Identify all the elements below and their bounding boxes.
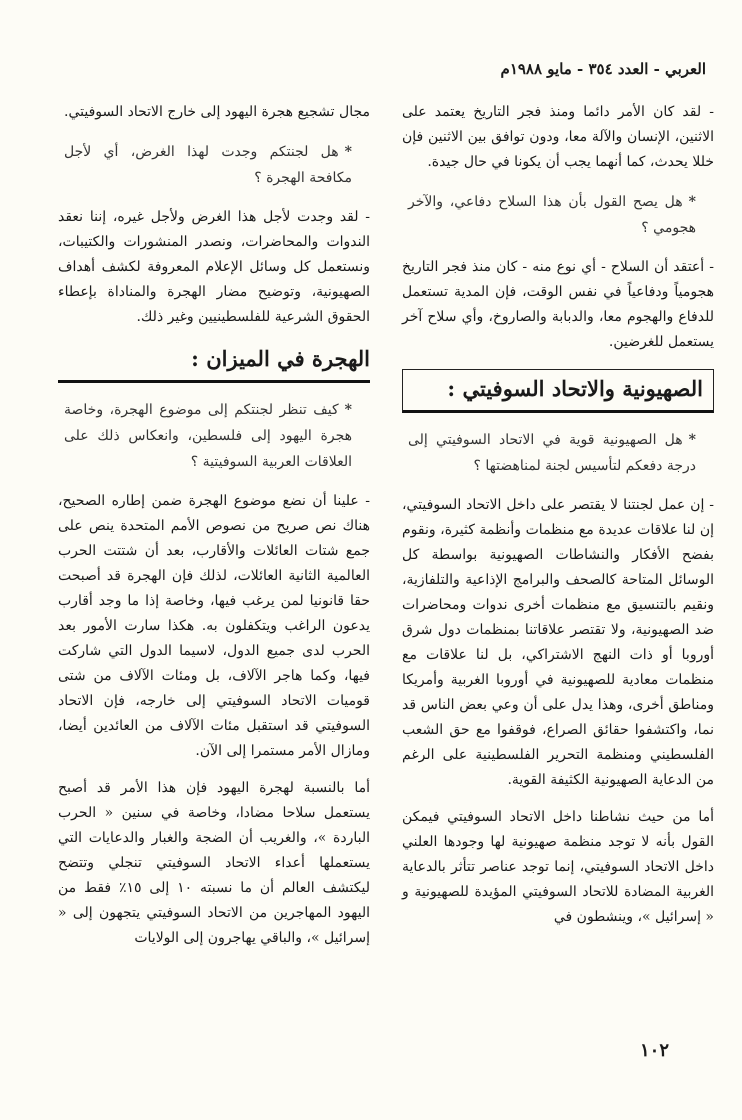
question-text: هل الصهيونية قوية في الاتحاد السوفيتي إلى درجة دفعكم لتأسيس لجنة لمناهضتها ؟ bbox=[408, 432, 696, 474]
answer-paragraph: - علينا أن نضع موضوع الهجرة ضمن إطاره الصحيح، هناك نص صريح من نصوص الأمم المتحدة ينص على جمع شتات العائلات والأقارب، بعد أن شتتت الحرب العالمية الثانية العائلات، لذلك فإن الهجرة قد أصبحت حقا قانونيا لمن يرغب فيها، وخاصة إذا ما وجد أقارب يدعون الراغب ويتكفلون به. هكذا سارت الأمور بعد الحرب لدى جميع الدول، لاسيما الدول التي شاركت فيها، وكما هاجر الآلاف، بل ومئات الآلاف من شتى قوميات الاتحاد السوفيتي إلى خارجه، فإن الاتحاد السوفيتي قد استقبل مئات الآلاف من العائدين أيضا، ومازال الأمر مستمرا إلى الآن. bbox=[58, 493, 370, 759]
body-paragraph: مجال تشجيع هجرة اليهود إلى خارج الاتحاد السوفيتي. bbox=[64, 104, 370, 120]
left-column bbox=[58, 100, 370, 963]
running-header bbox=[36, 60, 706, 88]
asterisk-icon: * bbox=[344, 402, 352, 418]
asterisk-icon: * bbox=[344, 144, 352, 160]
right-column bbox=[402, 100, 714, 942]
asterisk-icon: * bbox=[688, 432, 696, 448]
interview-question bbox=[64, 397, 352, 475]
answer-paragraph: - لقد وجدت لأجل هذا الغرض ولأجل غيره، إننا نعقد الندوات والمحاضرات، ونصدر المنشورات والكتيبات، ونستعمل كل وسائل الإعلام المعروفة لكشف أهداف الصهيونية، وتوضيح مضار الهجرة والمناداة بإعطاء الحقوق الشرعية للفلسطينيين وغير ذلك. bbox=[58, 209, 370, 325]
section-heading-zionism-ussr: الصهيونية والاتحاد السوفيتي : bbox=[402, 369, 714, 413]
body-paragraph: أما بالنسبة لهجرة اليهود فإن هذا الأمر قد أصبح يستعمل سلاحا مضادا، وخاصة في سنين « الحرب الباردة »، والغريب أن الضجة والغبار والدعايات التي يستعملها أعداء الاتحاد السوفيتي تنجلي وتتضح ليكتشف العالم أن ما نسبته ١٠ إلى ١٥٪ فقط من اليهود المهاجرين من الاتحاد السوفيتي يتجهون إلى « إسرائيل »، والباقي يهاجرون إلى الولايات bbox=[58, 780, 371, 946]
asterisk-icon: * bbox=[688, 194, 696, 210]
page-number: ١٠٢ bbox=[640, 1040, 670, 1061]
running-title: العربي - العدد ٣٥٤ - مايو ١٩٨٨م bbox=[500, 60, 706, 78]
answer-paragraph: - إن عمل لجنتنا لا يقتصر على داخل الاتحاد السوفيتي، إن لنا علاقات عديدة مع منظمات وأنظمة كثيرة، ونقوم بفضح الأفكار والنشاطات الصهيونية بواسطة كل الوسائل المتاحة كالصحف والبرامج الإذاعية والتلفازية، ونقيم بالتنسيق مع منظمات أخرى ندوات ومحاضرات ضد الصهيونية، ولا تقتصر علاقاتنا بمنظمات دول شرق أوروبا أو ذات النهج الاشتراكي، بل لنا علاقات مع منظمات معادية للصهيونية في أوروبا الغربية وأمريكا ومناطق أخرى، وهذا يدل على أن وعي بعض الناس قد نما، واكتشفوا حقائق الصراع، فوقفوا مع حق الشعب الفلسطيني ومنظمة التحرير الفلسطينية على الرغم من الدعاية الصهيونية الكثيفة القوية. bbox=[402, 497, 714, 788]
question-text: كيف تنظر لجنتكم إلى موضوع الهجرة، وخاصة هجرة اليهود إلى فلسطين، وانعكاس ذلك على العلاقات العربية السوفيتية ؟ bbox=[64, 402, 352, 470]
body-paragraph: أما من حيث نشاطنا داخل الاتحاد السوفيتي فيمكن القول بأنه لا توجد منظمة صهيونية لها وجودها العلني داخل الاتحاد السوفيتي، إنما توجد عناصر تتأثر بالدعاية الغربية المضادة للاتحاد السوفيتي المؤيدة للصهيونية و « إسرائيل »، وينشطون في bbox=[402, 809, 714, 925]
question-text: هل لجنتكم وجدت لهذا الغرض، أي لأجل مكافحة الهجرة ؟ bbox=[64, 144, 352, 186]
answer-paragraph: - لقد كان الأمر دائما ومنذ فجر التاريخ يعتمد على الاثنين، الإنسان والآلة معا، ودون توافق بين الاثنين فإن خللا يحدث، كما أنهما يجب أن يكونا في حال جيدة. bbox=[402, 104, 714, 170]
answer-paragraph: - أعتقد أن السلاح - أي نوع منه - كان منذ فجر التاريخ هجومياً ودفاعياً في نفس الوقت، فإن المدية تستعمل للدفاع والهجوم معا، والدبابة والصاروخ، وأي سلاح آخر يستعمل للغرضين. bbox=[402, 259, 714, 350]
interview-question bbox=[408, 189, 696, 241]
question-text: هل يصح القول بأن هذا السلاح دفاعي، والآخر هجومي ؟ bbox=[408, 194, 696, 236]
interview-question bbox=[408, 427, 696, 479]
section-heading-migration: الهجرة في الميزان : bbox=[58, 344, 370, 383]
interview-question bbox=[64, 139, 352, 191]
